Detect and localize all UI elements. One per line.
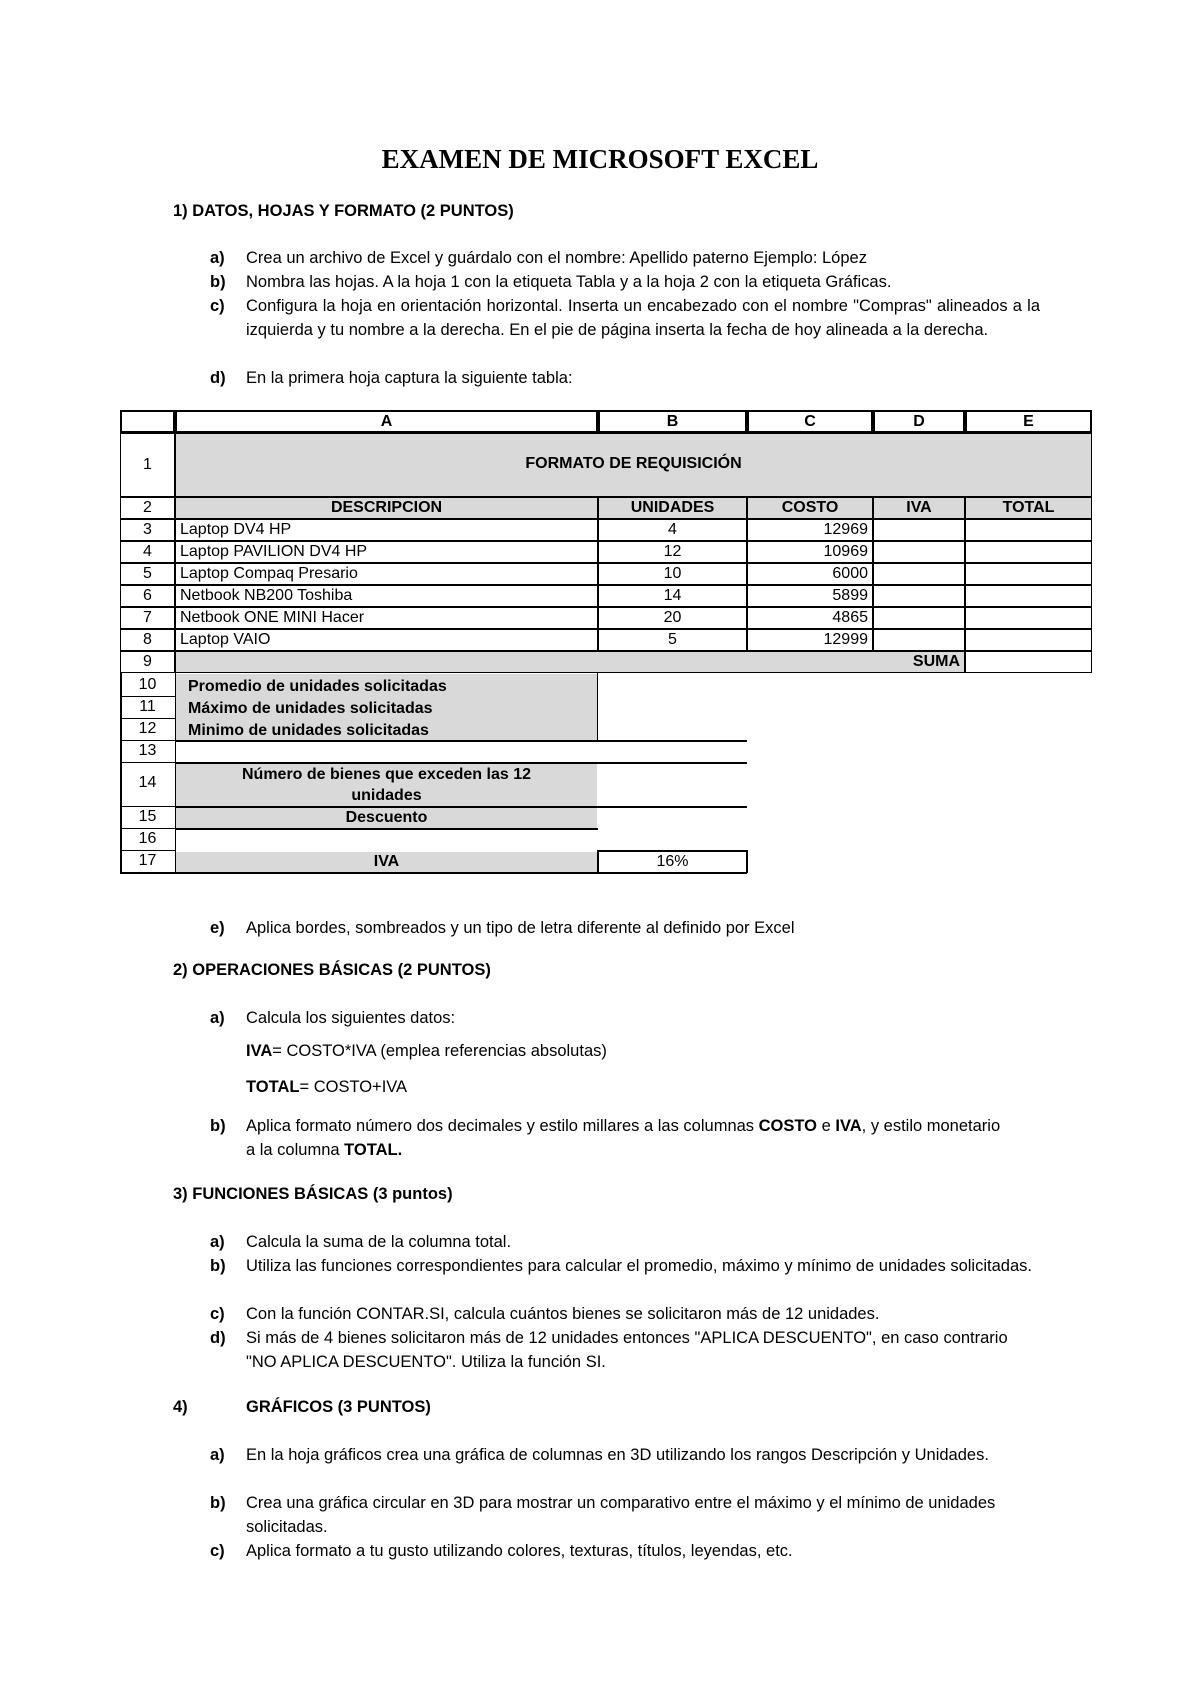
promedio-label: Promedio de unidades solicitadas [188, 678, 447, 695]
cell-unidades: 5 [598, 629, 747, 651]
iva-right-border [746, 850, 748, 873]
item-text: Con la función CONTAR.SI, calcula cuántos bienes se solicitaron más de 12 unidades. [246, 1305, 880, 1323]
item-label: b) [210, 1117, 226, 1135]
item-label: e) [210, 919, 225, 937]
item-text [246, 1114, 1006, 1162]
iva-value: 16% [656, 853, 689, 870]
cell-iva [873, 585, 965, 607]
section-4-item-b [210, 1491, 1040, 1539]
suma-label: SUMA [175, 651, 965, 673]
summary-left-border [120, 673, 122, 873]
item-label: d) [210, 369, 226, 387]
header-total: TOTAL [965, 497, 1092, 519]
cell-costo: 10969 [747, 541, 873, 563]
row-number: 16 [138, 830, 157, 847]
cell-total [965, 585, 1092, 607]
section-1-item-d [210, 366, 1040, 390]
section-2-item-b [210, 1114, 1040, 1162]
summary-rule [175, 740, 747, 742]
cell-total [965, 607, 1092, 629]
header-iva: IVA [873, 497, 965, 519]
cell-iva [873, 541, 965, 563]
item-label: b) [210, 1257, 226, 1275]
cell-descripcion: Laptop Compaq Presario [175, 563, 598, 585]
summary-label-border [597, 673, 598, 741]
item-text: Crea un archivo de Excel y guárdalo con el nombre: Apellido paterno Ejemplo: López [246, 249, 867, 267]
summary-labels [176, 674, 597, 740]
cell-unidades: 4 [598, 519, 747, 541]
item-label: a) [210, 249, 225, 267]
summary-rownum-border [175, 673, 176, 873]
corner-cell [120, 410, 175, 433]
column-header-c: C [747, 410, 873, 433]
row-number: 3 [120, 519, 175, 541]
summary-bottom-border [120, 872, 747, 874]
item-label: d) [210, 1329, 226, 1347]
text-bold-costo: COSTO [758, 1117, 818, 1135]
column-header-e: E [965, 410, 1092, 433]
cell-unidades: 20 [598, 607, 747, 629]
cell-total [965, 563, 1092, 585]
cell-iva [873, 607, 965, 629]
item-text: Calcula la suma de la columna total. [246, 1233, 512, 1251]
row-number: 4 [120, 541, 175, 563]
summary-rule [175, 762, 747, 764]
item-label: a) [210, 1233, 225, 1251]
header-costo: COSTO [747, 497, 873, 519]
section-3-heading: 3) FUNCIONES BÁSICAS (3 puntos) [173, 1185, 453, 1203]
cell-costo: 12969 [747, 519, 873, 541]
total-formula-text: = COSTO+IVA [299, 1078, 408, 1096]
section-3-item-d [210, 1326, 1040, 1374]
maximo-label: Máximo de unidades solicitadas [188, 700, 433, 717]
text-part: Aplica formato número dos decimales y estilo millares a las columnas [246, 1117, 759, 1135]
section-4-item-a [210, 1443, 1040, 1467]
section-4-number: 4) [173, 1398, 188, 1416]
cell-total [965, 519, 1092, 541]
numero-label: Número de bienes que exceden las 12 unidades [176, 764, 597, 806]
section-3-item-a [210, 1230, 1040, 1254]
text-bold-total: TOTAL. [344, 1141, 403, 1159]
item-text: Aplica bordes, sombreados y un tipo de letra diferente al definido por Excel [246, 919, 795, 937]
section-3-item-b [210, 1254, 1040, 1278]
item-text: Configura la hoja en orientación horizontal. Inserta un encabezado con el nombre "Compras" alineados a la izquierda y tu nombre a la derecha. En el pie de página inserta la fecha de hoy alineada a la derecha. [246, 297, 1040, 339]
cell-iva [873, 563, 965, 585]
row-number: 1 [120, 433, 175, 497]
section-1-item-e [210, 916, 1040, 940]
iva-label: IVA [176, 852, 597, 872]
cell-descripcion: Laptop PAVILION DV4 HP [175, 541, 598, 563]
total-formula [246, 1078, 407, 1097]
item-label: c) [210, 1542, 225, 1560]
cell-descripcion: Laptop DV4 HP [175, 519, 598, 541]
section-4-item-c [210, 1539, 1040, 1563]
section-1-item-a [210, 246, 1040, 270]
item-label: b) [210, 1494, 226, 1512]
column-header-a: A [175, 410, 598, 433]
row-number: 17 [138, 852, 157, 869]
row-number: 11 [139, 698, 156, 715]
suma-value-cell [965, 651, 1092, 673]
item-label: c) [210, 297, 225, 315]
row-number: 2 [120, 497, 175, 519]
cell-iva [873, 519, 965, 541]
iva-formula-text: = COSTO*IVA (emplea referencias absolutas) [272, 1042, 607, 1060]
sheet-title: FORMATO DE REQUISICIÓN [175, 433, 1092, 497]
cell-costo: 6000 [747, 563, 873, 585]
row-divider [120, 740, 175, 741]
cell-unidades: 12 [598, 541, 747, 563]
text-part: , y estilo monetario a la columna [246, 1117, 1001, 1159]
cell-descripcion: Laptop VAIO [175, 629, 598, 651]
iva-formula-key: IVA [246, 1042, 273, 1060]
iva-left-border [597, 850, 599, 873]
item-text: En la hoja gráficos crea una gráfica de columnas en 3D utilizando los rangos Descripción y Unidades. [246, 1446, 989, 1464]
row-divider [120, 806, 175, 807]
row-number: 12 [138, 720, 157, 737]
cell-unidades: 14 [598, 585, 747, 607]
cell-costo: 5899 [747, 585, 873, 607]
section-1-item-c [210, 294, 1040, 342]
cell-total [965, 541, 1092, 563]
cell-descripcion: Netbook NB200 Toshiba [175, 585, 598, 607]
section-3-item-c [210, 1302, 1040, 1326]
row-divider [120, 696, 175, 697]
row-number: 13 [138, 742, 157, 759]
row-number: 14 [138, 774, 157, 791]
text-bold-iva: IVA [835, 1117, 862, 1135]
section-1-heading: 1) DATOS, HOJAS Y FORMATO (2 PUNTOS) [173, 202, 514, 220]
row-divider [120, 828, 175, 829]
item-label: a) [210, 1446, 225, 1464]
header-descripcion: DESCRIPCION [175, 497, 598, 519]
row-divider [120, 850, 175, 851]
column-header-d: D [873, 410, 965, 433]
cell-iva [873, 629, 965, 651]
section-1-item-b [210, 270, 1040, 294]
item-text: Calcula los siguientes datos: [246, 1009, 456, 1027]
cell-unidades: 10 [598, 563, 747, 585]
minimo-label: Minimo de unidades solicitadas [188, 722, 429, 739]
summary-rule [175, 806, 747, 808]
item-label: a) [210, 1009, 225, 1027]
column-header-b: B [598, 410, 747, 433]
requisition-table [120, 410, 1092, 873]
cell-descripcion: Netbook ONE MINI Hacer [175, 607, 598, 629]
item-text: Si más de 4 bienes solicitaron más de 12 unidades entonces "APLICA DESCUENTO", en caso contrario "NO APLICA DESCUENTO". Utiliza la función SI. [246, 1329, 1008, 1371]
item-text: Crea una gráfica circular en 3D para mostrar un comparativo entre el máximo y el mínimo de unidades solicitadas. [246, 1494, 996, 1536]
cell-total [965, 629, 1092, 651]
item-label: c) [210, 1305, 225, 1323]
row-number: 7 [120, 607, 175, 629]
section-2-item-a [210, 1006, 1040, 1030]
item-text: Aplica formato a tu gusto utilizando colores, texturas, títulos, leyendas, etc. [246, 1542, 793, 1560]
row-divider [120, 762, 175, 763]
summary-rule [175, 828, 598, 830]
row-number: 8 [120, 629, 175, 651]
iva-formula [246, 1042, 607, 1061]
text-part: e [817, 1117, 836, 1135]
item-label: b) [210, 273, 226, 291]
header-unidades: UNIDADES [598, 497, 747, 519]
item-text: Utiliza las funciones correspondientes para calcular el promedio, máximo y mínimo de unidades solicitadas. [246, 1257, 1032, 1275]
cell-costo: 4865 [747, 607, 873, 629]
row-number: 15 [138, 808, 157, 825]
row-divider [120, 718, 175, 719]
page-title: EXAMEN DE MICROSOFT EXCEL [381, 144, 819, 174]
descuento-label: Descuento [176, 807, 597, 828]
summary-rule [598, 850, 747, 852]
total-formula-key: TOTAL [246, 1078, 300, 1096]
row-number: 9 [120, 651, 175, 673]
item-text: Nombra las hojas. A la hoja 1 con la etiqueta Tabla y a la hoja 2 con la etiqueta Gráficas. [246, 273, 892, 291]
section-2-heading: 2) OPERACIONES BÁSICAS (2 PUNTOS) [173, 961, 491, 979]
row-number: 10 [138, 676, 157, 693]
row-number: 5 [120, 563, 175, 585]
cell-costo: 12999 [747, 629, 873, 651]
row-number: 6 [120, 585, 175, 607]
item-text: En la primera hoja captura la siguiente tabla: [246, 369, 573, 387]
section-4-heading: GRÁFICOS (3 PUNTOS) [246, 1398, 431, 1416]
